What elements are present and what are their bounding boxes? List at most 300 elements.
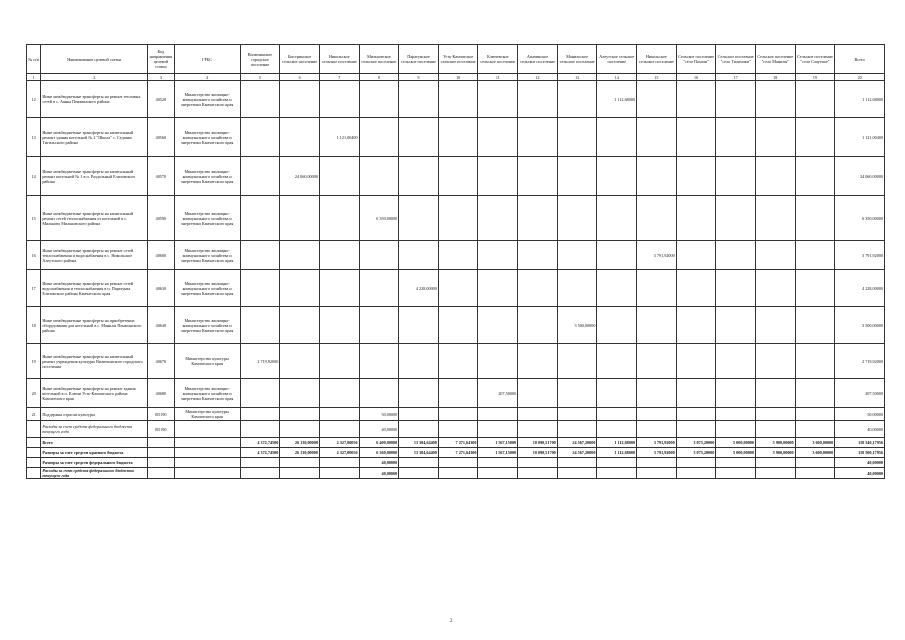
row-value	[359, 118, 399, 157]
row-code: 40560	[148, 118, 174, 157]
row-value	[795, 241, 835, 270]
row-value	[716, 421, 756, 438]
row-value	[597, 307, 637, 344]
row-value	[676, 241, 716, 270]
row-value	[755, 118, 795, 157]
row-value	[438, 270, 478, 307]
row-value	[795, 408, 835, 421]
row-value	[755, 379, 795, 408]
row-value	[240, 468, 280, 479]
row-value	[557, 157, 597, 196]
row-value	[478, 421, 518, 438]
row-value	[478, 408, 518, 421]
row-grbs	[174, 421, 240, 438]
row-value	[597, 421, 637, 438]
row-value	[399, 307, 439, 344]
row-value: 207,50000	[478, 379, 518, 408]
row-value	[438, 81, 478, 118]
row-grbs: Министерство жилищно-коммунального хозяйства и энергетики Камчатского края	[174, 196, 240, 241]
row-index: 17	[27, 270, 41, 307]
row-grbs: Министерство жилищно-коммунального хозяйства и энергетики Камчатского края	[174, 270, 240, 307]
row-value	[518, 241, 558, 270]
table-row	[27, 408, 885, 421]
row-value: 1 112,68000	[597, 438, 637, 448]
row-value	[438, 408, 478, 421]
row-value	[597, 241, 637, 270]
column-header: Манильское сельское поселение	[557, 45, 597, 74]
row-value: 50,00000	[835, 408, 885, 421]
row-code: 40680	[148, 379, 174, 408]
column-header: Сельское поселение "село Пахачи"	[676, 45, 716, 74]
row-label: Иные межбюджетные трансферты на капитальный ремонт котельной № 1 в п. Раздольный Елизовского района	[41, 157, 148, 196]
row-value: 3 791,92000	[637, 241, 677, 270]
row-value	[637, 344, 677, 379]
row-value	[597, 458, 637, 468]
row-value: 24 567,20000	[557, 438, 597, 448]
row-value	[399, 157, 439, 196]
row-value	[676, 379, 716, 408]
row-value: 118 500,17956	[835, 448, 885, 458]
row-value	[438, 344, 478, 379]
row-value	[557, 468, 597, 479]
row-label: Иные межбюджетные трансферты на ремонт тепловых сетей в с. Аянка Пенжинского района	[41, 81, 148, 118]
row-value	[795, 81, 835, 118]
column-number-row	[27, 74, 885, 81]
row-value	[755, 458, 795, 468]
row-index: 14	[27, 157, 41, 196]
row-value: 40,00000	[835, 468, 885, 479]
row-index: 20	[27, 379, 41, 408]
row-code: R5190	[148, 421, 174, 438]
row-value	[676, 344, 716, 379]
row-code: 40630	[148, 270, 174, 307]
row-value	[240, 379, 280, 408]
row-value: 4 228,00000	[399, 270, 439, 307]
row-value	[518, 468, 558, 479]
row-value	[637, 307, 677, 344]
column-header: ГРБС	[174, 45, 240, 74]
row-value: 1 567,15000	[478, 448, 518, 458]
row-value	[755, 196, 795, 241]
row-value	[438, 307, 478, 344]
row-value	[755, 241, 795, 270]
row-value	[716, 458, 756, 468]
row-value: 40,00000	[835, 421, 885, 438]
table-row	[27, 81, 885, 118]
row-value	[359, 270, 399, 307]
budget-table	[26, 44, 885, 479]
row-value	[240, 241, 280, 270]
column-number: 3	[148, 74, 174, 81]
row-value: 6 350,00000	[359, 196, 399, 241]
row-value: 3 075,20000	[676, 448, 716, 458]
row-value	[240, 196, 280, 241]
row-label: Расходы за счет средств федерального бюджета текущего года	[41, 468, 148, 479]
row-value	[399, 81, 439, 118]
row-index: 13	[27, 118, 41, 157]
row-value	[240, 458, 280, 468]
row-index: 21	[27, 408, 41, 421]
row-value: 3 075,20000	[676, 438, 716, 448]
row-value	[597, 196, 637, 241]
row-value	[597, 344, 637, 379]
row-value: 3 500,00000	[557, 307, 597, 344]
row-value	[716, 468, 756, 479]
row-value: 1 112,68000	[835, 81, 885, 118]
row-value: 5 000,00000	[716, 448, 756, 458]
column-header: Никольское сельское поселение	[319, 45, 359, 74]
row-value	[240, 307, 280, 344]
row-label: Иные межбюджетные трансферты на капитальный ремонт здания котельной № 2 "Школа" с. Седанка Тигильского района	[41, 118, 148, 157]
row-value: 1 112,68000	[597, 81, 637, 118]
row-value	[557, 421, 597, 438]
row-value	[795, 307, 835, 344]
row-value	[478, 157, 518, 196]
row-value	[240, 118, 280, 157]
row-value: 13 304,64400	[399, 438, 439, 448]
row-grbs: Министерство культуры Камчатского края	[174, 408, 240, 421]
column-header: Быстринское сельское поселение	[280, 45, 320, 74]
row-value: 4 372,74500	[240, 438, 280, 448]
row-value	[319, 408, 359, 421]
row-value: 6 360,00000	[359, 448, 399, 458]
row-value	[597, 270, 637, 307]
row-label: Иные межбюджетные трансферты на ремонт сетей водоснабжения и теплоснабжения в п. Паратунка Елизовского района Камчатского края	[41, 270, 148, 307]
row-index	[27, 458, 41, 468]
row-value	[399, 408, 439, 421]
row-value: 40,00000	[835, 458, 885, 468]
row-index	[27, 468, 41, 479]
column-number: 9	[399, 74, 439, 81]
row-value: 50,00000	[359, 408, 399, 421]
row-value	[716, 379, 756, 408]
row-value	[557, 241, 597, 270]
row-value	[280, 344, 320, 379]
row-value	[716, 344, 756, 379]
row-value	[319, 196, 359, 241]
row-value	[399, 344, 439, 379]
row-value	[557, 81, 597, 118]
row-value	[637, 421, 677, 438]
row-index: 19	[27, 344, 41, 379]
row-value	[280, 241, 320, 270]
row-value	[478, 458, 518, 468]
row-grbs	[174, 438, 240, 448]
row-value	[240, 421, 280, 438]
row-value: 1 112,68000	[597, 448, 637, 458]
table-row	[27, 196, 885, 241]
row-value	[438, 458, 478, 468]
row-value	[676, 196, 716, 241]
row-value	[557, 344, 597, 379]
row-code	[148, 448, 174, 458]
row-code: 40600	[148, 241, 174, 270]
row-value	[518, 81, 558, 118]
row-grbs: Министерство жилищно-коммунального хозяйства и энергетики Камчатского края	[174, 81, 240, 118]
row-value: 10 090,51700	[518, 448, 558, 458]
row-value: 5 900,00000	[755, 438, 795, 448]
row-value	[280, 196, 320, 241]
row-index: 15	[27, 196, 41, 241]
row-value	[518, 307, 558, 344]
row-value: 207,50000	[835, 379, 885, 408]
row-value	[478, 307, 518, 344]
column-number: 5	[240, 74, 280, 81]
row-value	[676, 81, 716, 118]
row-value	[795, 458, 835, 468]
row-value: 13 304,64400	[399, 448, 439, 458]
row-value	[676, 421, 716, 438]
row-value	[359, 81, 399, 118]
row-value: 1 121,00400	[835, 118, 885, 157]
row-value	[319, 270, 359, 307]
row-value: 5 900,00000	[755, 448, 795, 458]
column-header: Алеутское сельское поселение	[597, 45, 637, 74]
row-value	[280, 421, 320, 438]
row-value	[637, 468, 677, 479]
row-value	[676, 270, 716, 307]
row-value	[637, 118, 677, 157]
row-code: 40640	[148, 307, 174, 344]
header-row	[27, 45, 885, 74]
row-value	[319, 307, 359, 344]
row-value	[795, 344, 835, 379]
column-number: 10	[438, 74, 478, 81]
row-value	[755, 157, 795, 196]
column-number: 4	[174, 74, 240, 81]
row-value	[755, 344, 795, 379]
total-row	[27, 448, 885, 458]
row-value	[676, 307, 716, 344]
total-row	[27, 458, 885, 468]
row-value: 2 327,00056	[319, 438, 359, 448]
row-value	[795, 196, 835, 241]
total-row	[27, 438, 885, 448]
row-value	[438, 421, 478, 438]
row-value	[240, 81, 280, 118]
row-value	[755, 81, 795, 118]
row-code: 40520	[148, 81, 174, 118]
column-number: 7	[319, 74, 359, 81]
row-value	[478, 270, 518, 307]
row-value	[478, 81, 518, 118]
row-value	[597, 118, 637, 157]
row-label: Размеры за счет средств краевого бюджета	[41, 448, 148, 458]
row-value: 2 327,00056	[319, 448, 359, 458]
row-value	[478, 118, 518, 157]
column-number: 11	[478, 74, 518, 81]
column-header: Сельское поселение "село Слаутное"	[795, 45, 835, 74]
row-value: 26 130,00000	[280, 438, 320, 448]
row-value	[716, 196, 756, 241]
row-value	[438, 468, 478, 479]
row-code: R5190	[148, 408, 174, 421]
row-value	[716, 81, 756, 118]
row-value: 24 060,00000	[280, 157, 320, 196]
row-label: Поддержка отрасли культуры	[41, 408, 148, 421]
row-index	[27, 421, 41, 438]
row-grbs: Министерство жилищно-коммунального хозяйства и энергетики Камчатского края	[174, 307, 240, 344]
row-value	[399, 118, 439, 157]
row-value: 3 791,92000	[637, 438, 677, 448]
page-number: 2	[450, 619, 453, 624]
table-row	[27, 157, 885, 196]
row-value	[280, 307, 320, 344]
row-value	[597, 408, 637, 421]
row-index	[27, 438, 41, 448]
column-header: Сельское поселение "село Манилы"	[755, 45, 795, 74]
column-number: 8	[359, 74, 399, 81]
row-value	[518, 157, 558, 196]
column-header: Вилючинское городское поселение	[240, 45, 280, 74]
row-value: 3 791,92000	[835, 241, 885, 270]
column-header: Ключевское сельское поселение	[478, 45, 518, 74]
column-number: 17	[716, 74, 756, 81]
row-grbs: Министерство жилищно-коммунального хозяйства и энергетики Камчатского края	[174, 379, 240, 408]
row-value	[716, 408, 756, 421]
row-value	[518, 379, 558, 408]
row-index: 18	[27, 307, 41, 344]
row-value	[319, 81, 359, 118]
row-label: Всего	[41, 438, 148, 448]
column-number: 16	[676, 74, 716, 81]
row-value	[319, 344, 359, 379]
row-value	[795, 157, 835, 196]
row-grbs: Министерство жилищно-коммунального хозяйства и энергетики Камчатского края	[174, 118, 240, 157]
row-value	[518, 344, 558, 379]
row-value	[240, 408, 280, 421]
row-value	[795, 468, 835, 479]
row-value	[755, 468, 795, 479]
column-number: 19	[795, 74, 835, 81]
row-value	[597, 468, 637, 479]
row-value	[240, 270, 280, 307]
column-number: 1	[27, 74, 41, 81]
row-label: Иные межбюджетные трансферты на ремонт здания котельной в п. Ключи Усть-Камчатского района Камчатского края	[41, 379, 148, 408]
row-value	[637, 458, 677, 468]
row-value: 40,00000	[359, 458, 399, 468]
row-grbs: Министерство жилищно-коммунального хозяйства и энергетики Камчатского края	[174, 241, 240, 270]
row-value	[478, 196, 518, 241]
column-header: Наименование целевой статьи	[41, 45, 148, 74]
row-value: 24 060,00000	[835, 157, 885, 196]
total-row	[27, 468, 885, 479]
row-value	[755, 408, 795, 421]
row-value: 10 090,51700	[518, 438, 558, 448]
row-value	[399, 458, 439, 468]
row-value	[319, 379, 359, 408]
row-label: Расходы за счет средств федерального бюджета текущего года	[41, 421, 148, 438]
row-value	[438, 118, 478, 157]
row-value	[359, 157, 399, 196]
row-value: 1 121,00400	[319, 118, 359, 157]
row-value	[478, 468, 518, 479]
row-value	[676, 458, 716, 468]
column-header: Сельское поселение "село Тиличики"	[716, 45, 756, 74]
column-header: Всего	[835, 45, 885, 74]
row-value	[240, 157, 280, 196]
table-row	[27, 307, 885, 344]
table-row	[27, 241, 885, 270]
row-value	[438, 379, 478, 408]
row-value: 6 400,00000	[359, 438, 399, 448]
row-value	[637, 408, 677, 421]
row-value	[359, 307, 399, 344]
row-value	[557, 458, 597, 468]
row-value	[280, 468, 320, 479]
row-value	[597, 157, 637, 196]
column-header: Усть-Камчатское сельское поселение	[438, 45, 478, 74]
column-number: 12	[518, 74, 558, 81]
row-value: 118 540,17956	[835, 438, 885, 448]
row-value	[795, 379, 835, 408]
row-code: 40590	[148, 196, 174, 241]
row-grbs: Министерство культуры Камчатского края	[174, 344, 240, 379]
row-value: 1 567,15000	[478, 438, 518, 448]
row-value: 3 791,92000	[637, 448, 677, 458]
row-label: Иные межбюджетные трансферты на капитальный ремонт учреждения культуры Вилючинского городского поселения	[41, 344, 148, 379]
row-value	[716, 118, 756, 157]
column-header: Апачинское сельское поселение	[518, 45, 558, 74]
row-value	[518, 421, 558, 438]
row-value	[518, 270, 558, 307]
column-number: 14	[597, 74, 637, 81]
column-number: 18	[755, 74, 795, 81]
row-value	[438, 157, 478, 196]
row-value	[319, 458, 359, 468]
column-header: Паратунское сельское поселение	[399, 45, 439, 74]
row-value	[280, 270, 320, 307]
row-index: 16	[27, 241, 41, 270]
row-value	[399, 241, 439, 270]
row-code: 40670	[148, 344, 174, 379]
row-value	[795, 270, 835, 307]
row-value	[319, 241, 359, 270]
row-value	[359, 241, 399, 270]
row-value	[795, 421, 835, 438]
row-index	[27, 448, 41, 458]
row-value	[716, 157, 756, 196]
column-header: Код направления целевой статьи	[148, 45, 174, 74]
row-label: Иные межбюджетные трансферты на капитальный ремонт сетей теплоснабжения от котельной в с. Мильково Мильковского района	[41, 196, 148, 241]
row-value: 3 500,00000	[835, 307, 885, 344]
row-value	[716, 241, 756, 270]
row-value	[399, 379, 439, 408]
column-number: 6	[280, 74, 320, 81]
row-value	[637, 157, 677, 196]
row-value	[359, 344, 399, 379]
column-number: 13	[557, 74, 597, 81]
row-value: 7 271,64300	[438, 448, 478, 458]
row-value	[676, 408, 716, 421]
row-value	[399, 196, 439, 241]
row-value	[399, 421, 439, 438]
row-value	[676, 118, 716, 157]
row-value	[597, 379, 637, 408]
row-value	[557, 118, 597, 157]
row-grbs: Министерство жилищно-коммунального хозяйства и энергетики Камчатского края	[174, 157, 240, 196]
row-grbs	[174, 458, 240, 468]
row-value	[557, 196, 597, 241]
row-code: 40570	[148, 157, 174, 196]
column-header: № п/п	[27, 45, 41, 74]
row-value	[637, 270, 677, 307]
column-header: Никольское сельское поселение	[637, 45, 677, 74]
column-number: 20	[835, 74, 885, 81]
row-value: 24 567,20000	[557, 448, 597, 458]
row-grbs	[174, 468, 240, 479]
row-value	[478, 344, 518, 379]
